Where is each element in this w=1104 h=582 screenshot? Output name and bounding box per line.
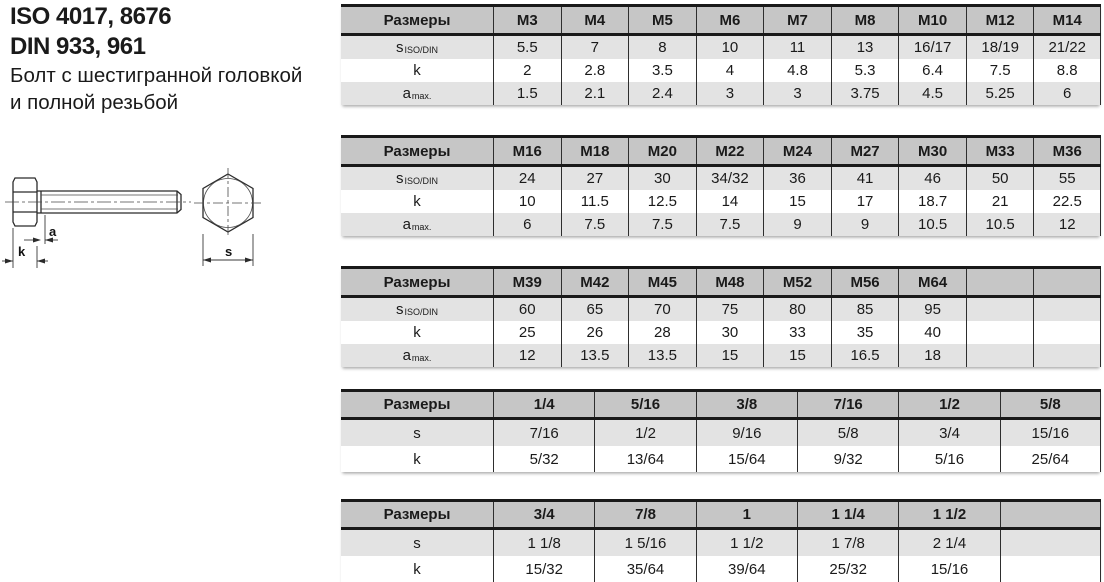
value-cell: 18/19 xyxy=(966,36,1034,59)
size-column-header: M48 xyxy=(696,269,764,295)
dimension-table-4 xyxy=(341,389,1101,472)
dimension-table-3 xyxy=(341,266,1101,367)
value-cell: 3/4 xyxy=(898,420,999,446)
value-cell: 16/17 xyxy=(898,36,966,59)
value-cell: 7/16 xyxy=(493,420,594,446)
size-column-header: 1 1/4 xyxy=(797,502,898,527)
value-cell: 1 5/16 xyxy=(594,530,695,556)
size-column-header: 7/16 xyxy=(797,392,898,417)
table-corner-label: Размеры xyxy=(383,11,451,29)
value-cell: 24 xyxy=(493,167,561,190)
product-description-line2: и полной резьбой xyxy=(10,91,179,114)
value-cell: 12 xyxy=(493,344,561,367)
value-cell: 17 xyxy=(831,190,899,213)
value-cell: 2.4 xyxy=(628,82,696,105)
value-cell: 3 xyxy=(763,82,831,105)
value-cell: 14 xyxy=(696,190,764,213)
row-label: s xyxy=(413,534,421,552)
dimension-table-5 xyxy=(341,499,1101,582)
value-cell: 11.5 xyxy=(561,190,629,213)
value-cell: 7.5 xyxy=(696,213,764,236)
value-cell: 4 xyxy=(696,59,764,82)
size-column-header: M12 xyxy=(966,7,1034,33)
value-cell: 30 xyxy=(628,167,696,190)
value-cell: 25/64 xyxy=(1000,446,1101,472)
table-corner-label: Размеры xyxy=(383,506,451,523)
size-column-header: M8 xyxy=(831,7,899,33)
size-column-header: 1/2 xyxy=(898,392,999,417)
value-cell: 85 xyxy=(831,298,899,321)
left-info-panel xyxy=(10,2,340,116)
value-cell: 15 xyxy=(696,344,764,367)
value-cell: 7 xyxy=(561,36,629,59)
size-column-header: M20 xyxy=(628,138,696,164)
size-column-header: M45 xyxy=(628,269,696,295)
table-corner-label: Размеры xyxy=(383,273,451,291)
table-row xyxy=(341,82,1101,105)
dimension-s xyxy=(203,234,253,266)
dimension-table-1 xyxy=(341,4,1101,105)
table-row xyxy=(341,420,1101,446)
table-row xyxy=(341,167,1101,190)
size-column-header: 1/4 xyxy=(493,392,594,417)
dimension-a-label: a xyxy=(49,224,57,239)
value-cell: 1.5 xyxy=(493,82,561,105)
value-cell: 7.5 xyxy=(561,213,629,236)
bolt-drawing-svg xyxy=(0,156,280,291)
value-cell: 15/16 xyxy=(1000,420,1101,446)
value-cell xyxy=(1033,344,1101,367)
value-cell: 80 xyxy=(763,298,831,321)
value-cell xyxy=(1000,556,1101,582)
table-row xyxy=(341,344,1101,367)
value-cell: 33 xyxy=(763,321,831,344)
table-row xyxy=(341,36,1101,59)
table-row xyxy=(341,7,1101,36)
value-cell: 21 xyxy=(966,190,1034,213)
value-cell: 40 xyxy=(898,321,966,344)
table-row xyxy=(341,321,1101,344)
value-cell: 12 xyxy=(1033,213,1101,236)
value-cell: 10.5 xyxy=(898,213,966,236)
value-cell: 10.5 xyxy=(966,213,1034,236)
size-column-header xyxy=(966,269,1034,295)
din-standard-title: DIN 933, 961 xyxy=(10,33,146,60)
size-column-header: M3 xyxy=(493,7,561,33)
value-cell: 6 xyxy=(1033,82,1101,105)
value-cell: 12.5 xyxy=(628,190,696,213)
value-cell: 16.5 xyxy=(831,344,899,367)
table-corner-label: Размеры xyxy=(383,142,451,160)
table-row xyxy=(341,59,1101,82)
table-row xyxy=(341,190,1101,213)
size-column-header: M7 xyxy=(763,7,831,33)
row-label: a max. xyxy=(402,85,432,102)
value-cell: 1 7/8 xyxy=(797,530,898,556)
size-column-header: M18 xyxy=(561,138,629,164)
value-cell: 9 xyxy=(763,213,831,236)
value-cell: 7.5 xyxy=(628,213,696,236)
row-label: s ISO/DIN xyxy=(395,170,438,187)
value-cell: 34/32 xyxy=(696,167,764,190)
value-cell: 15/32 xyxy=(493,556,594,582)
dimension-s-label: s xyxy=(225,244,233,259)
value-cell: 13.5 xyxy=(561,344,629,367)
size-column-header xyxy=(1033,269,1101,295)
row-label: s xyxy=(413,424,421,442)
value-cell: 5.5 xyxy=(493,36,561,59)
row-label: k xyxy=(413,193,421,210)
row-label: k xyxy=(413,450,421,468)
value-cell xyxy=(1000,530,1101,556)
value-cell: 15 xyxy=(763,190,831,213)
row-label: s ISO/DIN xyxy=(395,39,438,56)
value-cell: 15/64 xyxy=(696,446,797,472)
size-column-header: M30 xyxy=(898,138,966,164)
iso-standard-title: ISO 4017, 8676 xyxy=(10,3,172,30)
value-cell: 18.7 xyxy=(898,190,966,213)
value-cell: 8.8 xyxy=(1033,59,1101,82)
value-cell: 18 xyxy=(898,344,966,367)
value-cell: 2 1/4 xyxy=(898,530,999,556)
value-cell xyxy=(1033,298,1101,321)
row-label: k xyxy=(413,560,421,578)
row-label: a max. xyxy=(402,216,432,233)
dimension-a xyxy=(24,215,58,244)
value-cell: 28 xyxy=(628,321,696,344)
size-column-header: M36 xyxy=(1033,138,1101,164)
value-cell: 5/16 xyxy=(898,446,999,472)
value-cell: 2 xyxy=(493,59,561,82)
value-cell: 13 xyxy=(831,36,899,59)
value-cell: 2.1 xyxy=(561,82,629,105)
value-cell: 36 xyxy=(763,167,831,190)
value-cell xyxy=(966,321,1034,344)
value-cell: 15/16 xyxy=(898,556,999,582)
value-cell xyxy=(966,344,1034,367)
value-cell: 5.3 xyxy=(831,59,899,82)
value-cell: 35/64 xyxy=(594,556,695,582)
value-cell: 6.4 xyxy=(898,59,966,82)
size-column-header: M42 xyxy=(561,269,629,295)
bolt-end-view xyxy=(194,168,262,238)
table-row xyxy=(341,213,1101,236)
value-cell: 13.5 xyxy=(628,344,696,367)
size-column-header: M56 xyxy=(831,269,899,295)
value-cell: 27 xyxy=(561,167,629,190)
dimension-k-label: k xyxy=(18,244,26,259)
size-column-header: 1 xyxy=(696,502,797,527)
size-column-header: M33 xyxy=(966,138,1034,164)
value-cell: 11 xyxy=(763,36,831,59)
value-cell xyxy=(966,298,1034,321)
table-row xyxy=(341,446,1101,472)
size-column-header: 7/8 xyxy=(594,502,695,527)
value-cell: 55 xyxy=(1033,167,1101,190)
bolt-technical-drawing xyxy=(0,156,280,291)
row-label: k xyxy=(413,324,421,341)
value-cell: 3.5 xyxy=(628,59,696,82)
size-column-header: M10 xyxy=(898,7,966,33)
row-label: a max. xyxy=(402,347,432,364)
value-cell: 5/8 xyxy=(797,420,898,446)
value-cell: 9 xyxy=(831,213,899,236)
value-cell: 5.25 xyxy=(966,82,1034,105)
row-label: k xyxy=(413,62,421,79)
value-cell: 1 1/8 xyxy=(493,530,594,556)
value-cell: 41 xyxy=(831,167,899,190)
size-column-header: 5/8 xyxy=(1000,392,1101,417)
value-cell: 3.75 xyxy=(831,82,899,105)
value-cell: 35 xyxy=(831,321,899,344)
value-cell: 95 xyxy=(898,298,966,321)
value-cell: 70 xyxy=(628,298,696,321)
table-row xyxy=(341,298,1101,321)
value-cell: 4.5 xyxy=(898,82,966,105)
value-cell: 75 xyxy=(696,298,764,321)
table-row xyxy=(341,530,1101,556)
size-column-header: 3/4 xyxy=(493,502,594,527)
value-cell: 10 xyxy=(696,36,764,59)
dimension-table-2 xyxy=(341,135,1101,236)
size-column-header: M39 xyxy=(493,269,561,295)
value-cell: 15 xyxy=(763,344,831,367)
value-cell: 13/64 xyxy=(594,446,695,472)
value-cell: 26 xyxy=(561,321,629,344)
dimension-tables-column xyxy=(341,0,1101,582)
table-corner-label: Размеры xyxy=(383,396,451,413)
value-cell: 65 xyxy=(561,298,629,321)
value-cell: 25 xyxy=(493,321,561,344)
table-row xyxy=(341,502,1101,530)
size-column-header: M24 xyxy=(763,138,831,164)
value-cell: 1 1/2 xyxy=(696,530,797,556)
size-column-header: M5 xyxy=(628,7,696,33)
value-cell: 50 xyxy=(966,167,1034,190)
product-description-line1: Болт с шестигранной головкой xyxy=(10,64,303,87)
value-cell: 46 xyxy=(898,167,966,190)
dimension-k xyxy=(2,228,48,268)
bolt-side-view xyxy=(5,178,191,226)
value-cell: 30 xyxy=(696,321,764,344)
value-cell: 9/16 xyxy=(696,420,797,446)
size-column-header: M22 xyxy=(696,138,764,164)
size-column-header: 5/16 xyxy=(594,392,695,417)
row-label: s ISO/DIN xyxy=(395,301,438,318)
size-column-header: M64 xyxy=(898,269,966,295)
value-cell: 25/32 xyxy=(797,556,898,582)
table-row xyxy=(341,138,1101,167)
value-cell: 39/64 xyxy=(696,556,797,582)
value-cell: 5/32 xyxy=(493,446,594,472)
value-cell: 9/32 xyxy=(797,446,898,472)
size-column-header: M6 xyxy=(696,7,764,33)
size-column-header: 3/8 xyxy=(696,392,797,417)
value-cell: 21/22 xyxy=(1033,36,1101,59)
size-column-header: M14 xyxy=(1033,7,1101,33)
size-column-header: 1 1/2 xyxy=(898,502,999,527)
value-cell: 4.8 xyxy=(763,59,831,82)
value-cell: 2.8 xyxy=(561,59,629,82)
table-row xyxy=(341,556,1101,582)
size-column-header: M4 xyxy=(561,7,629,33)
value-cell: 10 xyxy=(493,190,561,213)
size-column-header xyxy=(1000,502,1101,527)
table-row xyxy=(341,269,1101,298)
value-cell: 8 xyxy=(628,36,696,59)
size-column-header: M52 xyxy=(763,269,831,295)
value-cell: 6 xyxy=(493,213,561,236)
value-cell xyxy=(1033,321,1101,344)
value-cell: 22.5 xyxy=(1033,190,1101,213)
value-cell: 1/2 xyxy=(594,420,695,446)
value-cell: 60 xyxy=(493,298,561,321)
table-row xyxy=(341,392,1101,420)
value-cell: 7.5 xyxy=(966,59,1034,82)
size-column-header: M27 xyxy=(831,138,899,164)
size-column-header: M16 xyxy=(493,138,561,164)
value-cell: 3 xyxy=(696,82,764,105)
